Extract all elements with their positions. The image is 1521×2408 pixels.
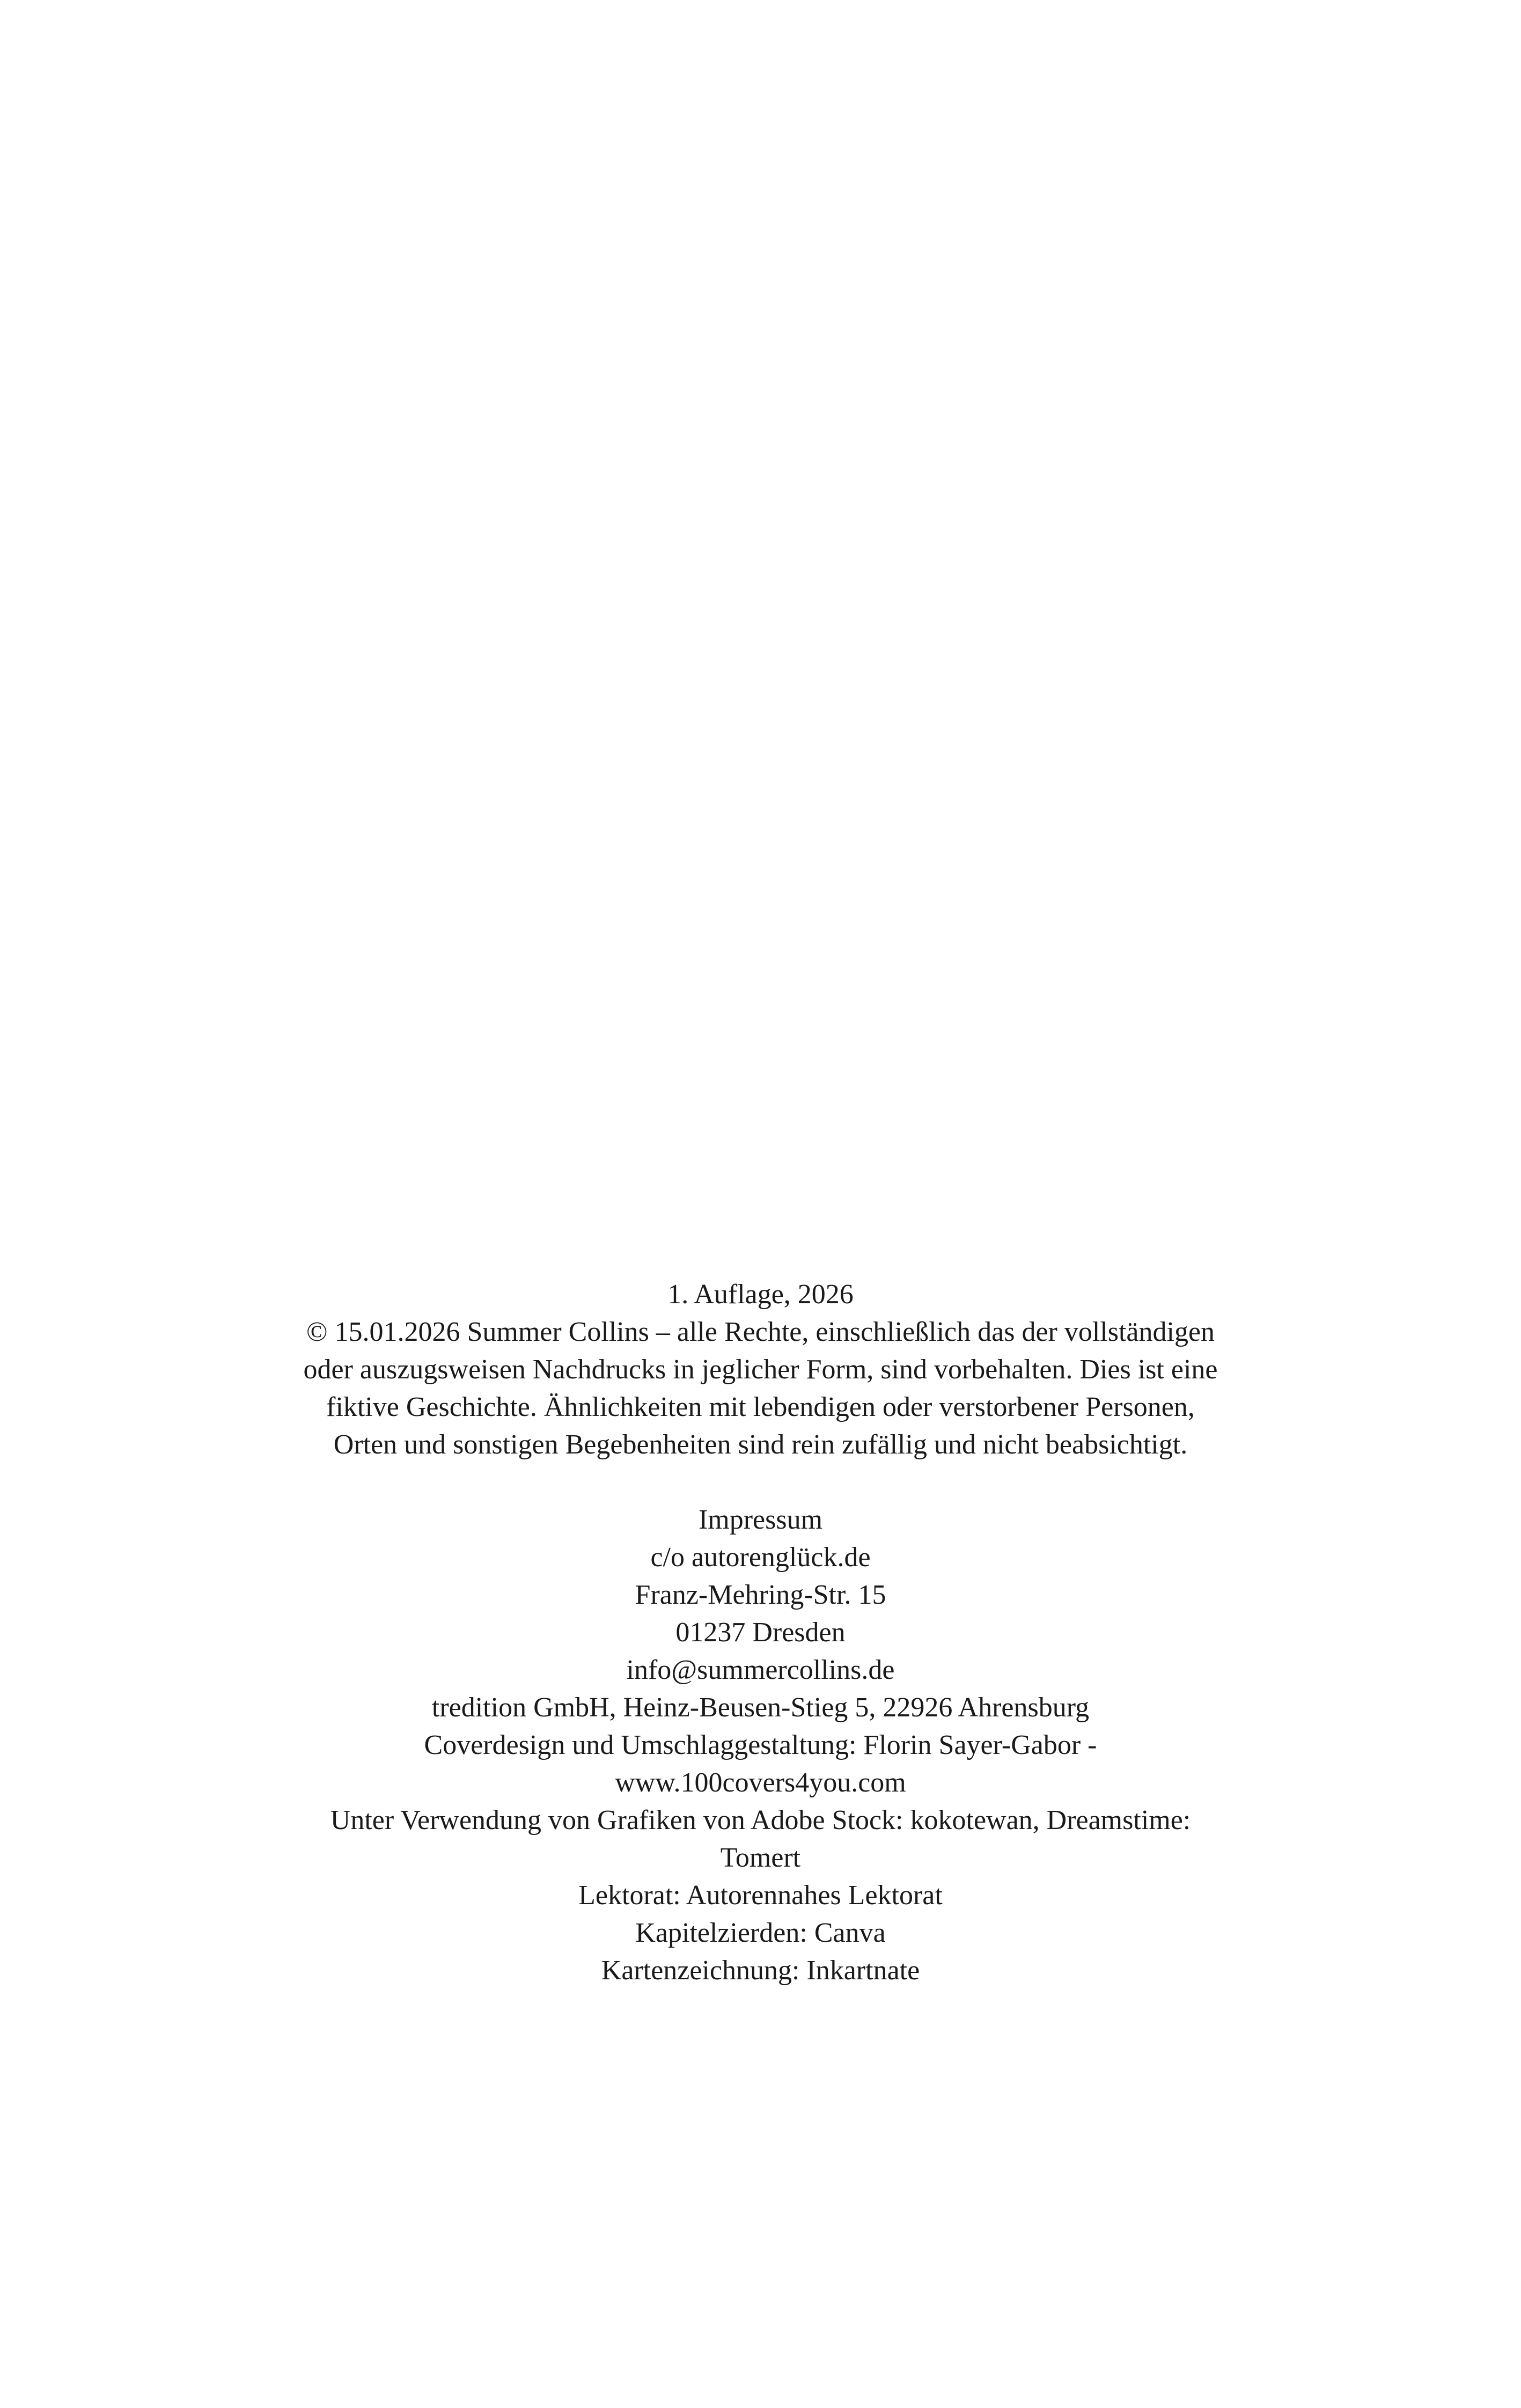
email-line: info@summercollins.de [626, 1655, 895, 1685]
address-line-1: c/o autorenglück.de [650, 1542, 871, 1573]
spacer [215, 1464, 1306, 1501]
graphics-credit-line-1: Unter Verwendung von Grafiken von Adobe Stock: kokotewan, Dreamstime: [330, 1805, 1191, 1836]
chapter-ornaments-credit-line: Kapitelzierden: Canva [635, 1918, 886, 1948]
copyright-line-3: fiktive Geschichte. Ähnlichkeiten mit lebendigen oder verstorbener Personen, [326, 1392, 1195, 1422]
graphics-credit-line-2: Tomert [720, 1842, 801, 1873]
address-line-3: 01237 Dresden [675, 1617, 846, 1648]
printer-line: tredition GmbH, Heinz-Beusen-Stieg 5, 22926 Ahrensburg [431, 1692, 1090, 1723]
copyright-line-4: Orten und sonstigen Begebenheiten sind rein zufällig und nicht beabsichtigt. [333, 1429, 1188, 1460]
cover-credit-line-1: Coverdesign und Umschlaggestaltung: Florin Sayer-Gabor - [424, 1730, 1097, 1760]
copyright-line-1: © 15.01.2026 Summer Collins – alle Rechte, einschließlich das der vollständigen [306, 1317, 1215, 1347]
map-drawing-credit-line: Kartenzeichnung: Inkartnate [601, 1955, 920, 1986]
address-line-2: Franz-Mehring-Str. 15 [635, 1580, 886, 1610]
copyright-line-2: oder auszugsweisen Nachdrucks in jeglicher Form, sind vorbehalten. Dies ist eine [303, 1354, 1218, 1385]
impressum-heading: Impressum [698, 1504, 823, 1535]
editing-credit-line: Lektorat: Autorennahes Lektorat [578, 1880, 943, 1911]
cover-credit-line-2: www.100covers4you.com [615, 1767, 906, 1798]
edition-line: 1. Auflage, 2026 [667, 1279, 854, 1310]
imprint-block [215, 1276, 1306, 1989]
